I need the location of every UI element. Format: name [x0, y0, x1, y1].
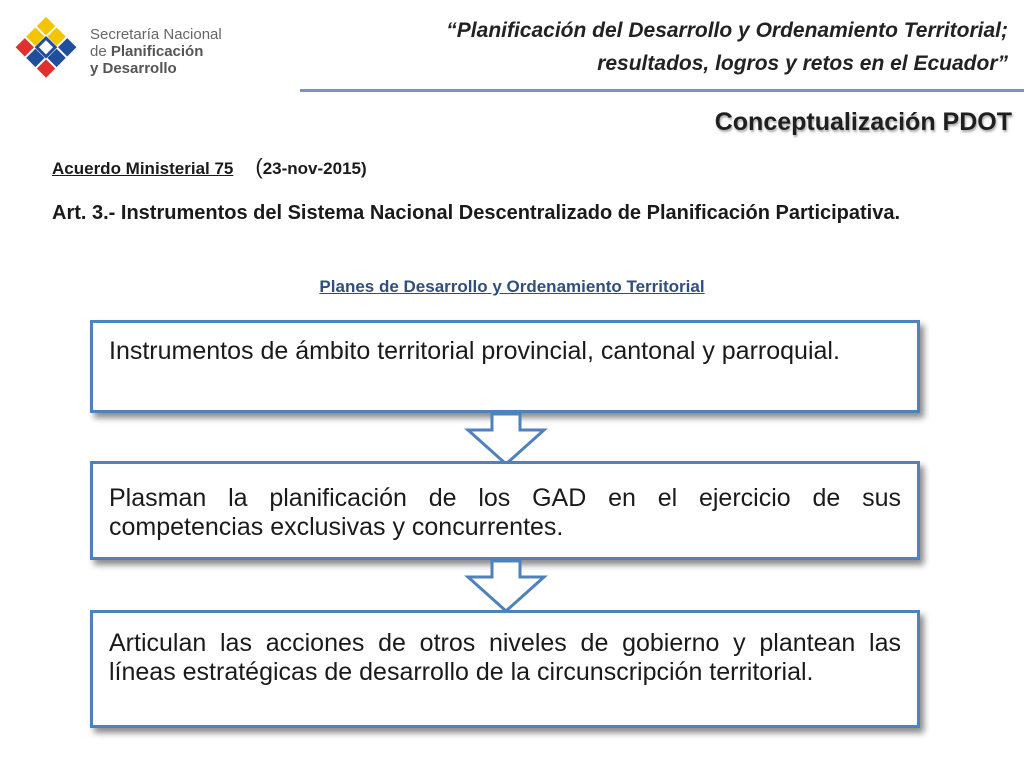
logo-line-2-strong: Planificación: [110, 43, 204, 60]
logo-wordmark: [90, 26, 222, 77]
senplades-logo: [14, 16, 234, 80]
logo-line-3: y Desarrollo: [90, 60, 177, 77]
article-text: Art. 3.- Instrumentos del Sistema Nacional Descentralizado de Planificación Participativa.: [52, 202, 901, 224]
acuerdo-date: 23-nov-2015): [262, 159, 367, 178]
acuerdo-line: [52, 154, 367, 180]
flow-box-articulation: Articulan las acciones de otros niveles de gobierno y plantean las líneas estratégicas de desarrollo de la circunscripción territorial.: [90, 610, 920, 728]
flow-box-scope: Instrumentos de ámbito territorial provincial, cantonal y parroquial.: [90, 320, 920, 413]
logo-line-1: Secretaría Nacional: [90, 26, 222, 43]
senplades-logo-icon: [14, 16, 78, 80]
acuerdo-date-wrapper: [255, 154, 367, 179]
down-arrow-icon: [464, 412, 548, 468]
logo-line-2: [90, 43, 222, 60]
presentation-title-line-2: resultados, logros y retos en el Ecuador”: [597, 52, 1008, 75]
flow-box-planning: Plasman la planificación de los GAD en el ejercicio de sus competencias exclusivas y concurrentes.: [90, 461, 920, 560]
presentation-title-line-1: “Planificación del Desarrollo y Ordenamiento Territorial;: [446, 19, 1008, 42]
acuerdo-date-paren: (: [255, 154, 263, 179]
down-arrow-icon: [464, 559, 548, 615]
plans-subtitle: Planes de Desarrollo y Ordenamiento Territorial: [319, 277, 705, 296]
title-divider: [300, 89, 1024, 92]
acuerdo-reference: Acuerdo Ministerial 75: [52, 159, 234, 178]
presentation-title: [308, 14, 1008, 80]
section-title: Conceptualización PDOT: [714, 108, 1012, 136]
logo-line-2-prefix: de: [90, 43, 111, 60]
